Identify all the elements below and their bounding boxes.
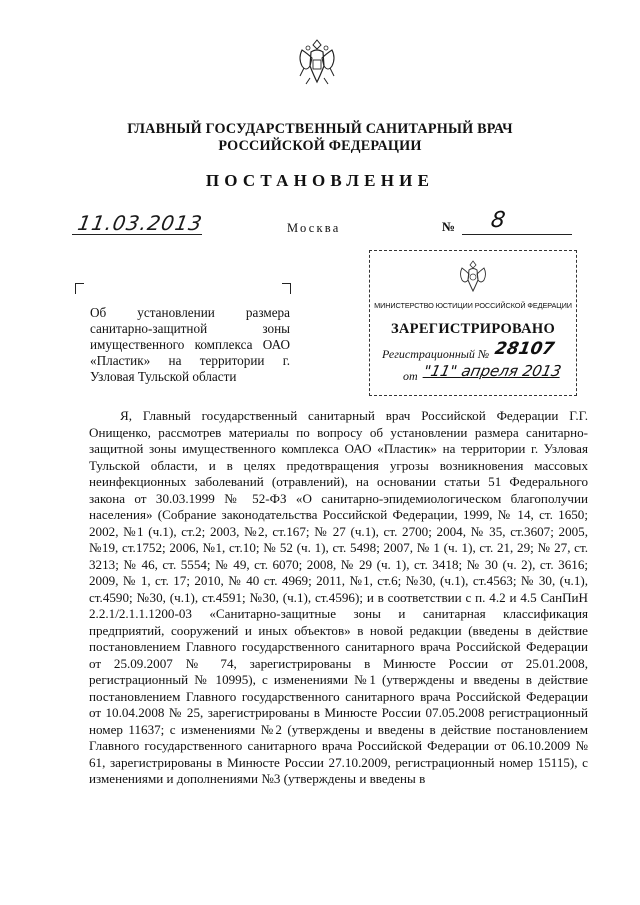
coat-of-arms-icon (294, 36, 340, 88)
authority-line-1: ГЛАВНЫЙ ГОСУДАРСТВЕННЫЙ САНИТАРНЫЙ ВРАЧ (127, 121, 513, 137)
subject-bracket-right (282, 283, 291, 294)
issuing-authority (0, 121, 640, 155)
handwritten-number: 8 (489, 208, 507, 233)
stamp-registration-label: Регистрационный № (382, 347, 490, 361)
stamp-from-label: от (403, 369, 418, 383)
number-underline (462, 234, 572, 235)
subject-bracket-left (75, 283, 84, 294)
body-paragraph: Я, Главный государственный санитарный врач Российской Федерации Г.Г. Онищенко, рассмотрев материалы по вопросу об установлении размера санитарно-защитной зоны имущественного комплекса ОАО «Пластик» на территории г. Узловая Тульской области, и в целях предотвращения угрозы возникновения массовых неинфекционных заболеваний (отравлений), на основании статьи 51 Федерального закона от 30.03.1999 № 52-ФЗ «О санитарно-эпидемиологическом благополучии населения» (Собрание законодательства Российской Федерации, 1999, № 14, ст. 1650; 2002, №1 (ч.1), ст.2; 2003, №2, ст.167; № 27 (ч.1), ст. 2700; 2004, № 35, ст.3607; 2005, №19, ст.1752; 2006, №1, ст.10; № 52 (ч. 1), ст. 5498; 2007, № 1 (ч. 1), ст. 21, 29; № 27, ст. 3213; № 46, ст. 5554; № 49, ст. 6070; 2008, № 29 (ч. 1), ст. 3418; № 30 (ч. 2), ст. 3616; 2009, № 1, ст. 17; 2010, № 40 ст. 4969; 2011, №1, ст.6; №30, (ч.1), ст.4563; № 30, (ч.1), ст.4590; №30, (ч.1), ст.4591; №30, (ч.1), ст.4596); и в соответствии с п. 4.2 и 4.5 СанПиН 2.2.1/2.1.1.1200-03 «Санитарно-защитные зоны и санитарная классификация предприятий, сооружений и иных объектов» в новой редакции (введены в действие постановлением Главного государственного санитарного врача Российской Федерации от 25.09.2007 № 74, зарегистрированы в Минюсте России от 25.01.2008, регистрационный № 10995), с изменениями №1 (утверждены и введены в действие постановлением Главного государственного санитарного врача Российской Федерации от 10.04.2008 № 25, зарегистрированы в Минюсте России 07.05.2008 регистрационный номер 11637; с изменениями №2 (утверждены и введены в действие постановлением Главного государственного санитарного врача Российской Федерации от 06.10.2009 № 61, зарегистрированы в Минюсте России 27.10.2009, регистрационный номер 15115), с изменениями и дополнениями №3 (утверждены и введены в (89, 408, 588, 786)
number-label: № (442, 219, 456, 234)
document-subject: Об установлении размера санитарно-защитной зоны имущественного комплекса ОАО «Пластик» на территории г. Узловая Тульской области (90, 305, 290, 385)
city-label: Москва (287, 221, 341, 235)
coat-of-arms-icon (456, 259, 490, 295)
stamp-registration-date: "11" апреля 2013 (422, 362, 563, 380)
document-body (89, 408, 588, 788)
handwritten-date: 11.03.2013 (75, 211, 205, 235)
document-type-title: ПОСТАНОВЛЕНИЕ (205, 171, 435, 190)
authority-line-2: РОССИЙСКОЙ ФЕДЕРАЦИИ (218, 138, 422, 154)
stamp-registration-number: 28107 (493, 339, 556, 359)
registration-stamp (369, 250, 577, 396)
date-underline (72, 234, 202, 235)
stamp-registered-label: ЗАРЕГИСТРИРОВАНО (390, 321, 556, 337)
stamp-ministry-name: МИНИСТЕРСТВО ЮСТИЦИИ РОССИЙСКОЙ ФЕДЕРАЦИИ (374, 301, 572, 310)
